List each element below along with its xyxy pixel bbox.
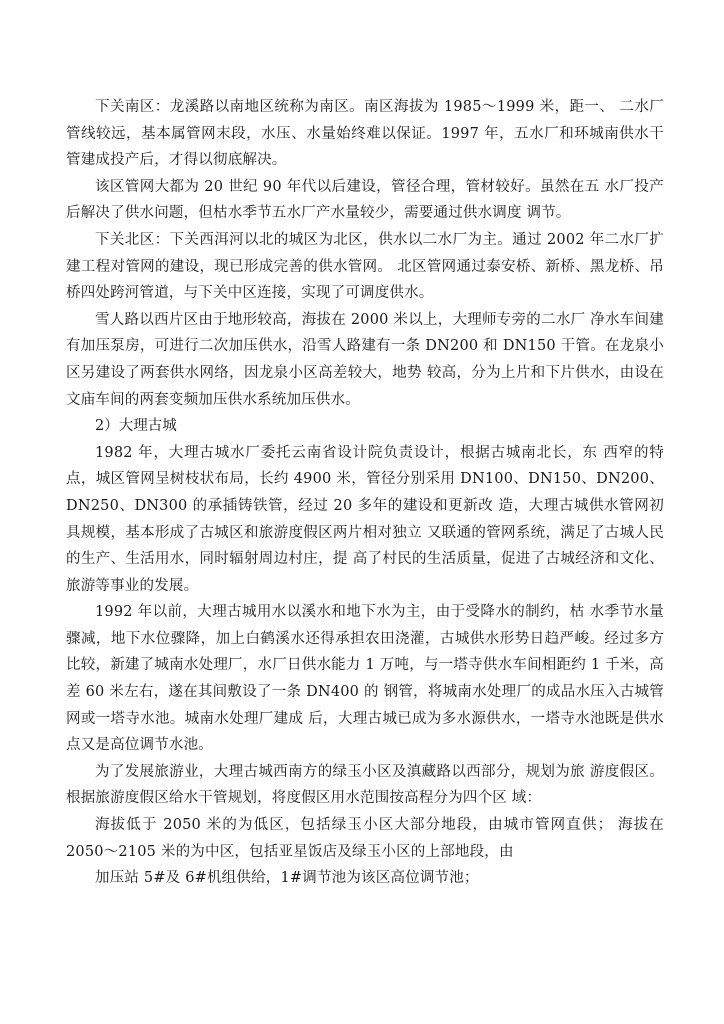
- paragraph-pump-station: 加压站 5#及 6#机组供给，1#调节池为该区高位调节池；: [95, 870, 479, 887]
- paragraph-tourism-zone: 为了发展旅游业，大理古城西南方的绿玉小区及滇藏路以西部分，规划为旅 游度假区。根据旅游度假区给水干管规划，将度假区用水范围按高程分为四个区 域：: [66, 763, 664, 807]
- section-heading-dali-old-town: 2）大理古城: [95, 418, 177, 435]
- paragraph-south-pipe-network: 该区管网大都为 20 世纪 90 年代以后建设，管径合理，管材较好。虽然在五 水厂投产后解决了供水问题，但枯水季节五水厂产水量较少，需要通过供水调度 调节。: [66, 178, 664, 222]
- paragraph-1992-water-supply: 1992 年以前，大理古城用水以溪水和地下水为主，由于受降水的制约，枯 水季节水量骤减，地下水位骤降，加上白鹤溪水还得承担农田浇灌，古城供水形势日趋严峻。经过多方比较，新建了城南水处理厂，水厂日供水能力 1 万吨，与一塔寺供水车间相距约 1 千米，高差 60 米左右，遂在其间敷设了一条 DN400 的 钢管，将城南水处理厂的成品水压入古城管网或一塔寺水池。城南水处理厂建成 后，大理古城已成为多水源供水，一塔寺水池既是供水点又是高位调节水池。: [66, 604, 664, 754]
- paragraph-north-district: 下关北区：下关西洱河以北的城区为北区，供水以二水厂为主。通过 2002 年二水厂扩建工程对管网的建设，现已形成完善的供水管网。 北区管网通过泰安桥、新桥、黑龙桥、吊桥四处跨河管道，与下关中区连接，实现了可调度供水。: [66, 231, 664, 302]
- paragraph-xueren-road: 雪人路以西片区由于地形较高，海拔在 2000 米以上，大理师专旁的二水厂 净水车间建有加压泵房，可进行二次加压供水，沿雪人路建有一条 DN200 和 DN150 干管。在龙泉小区另建设了两套供水网络，因龙泉小区高差较大，地势 较高，分为上片和下片供水，由设在文庙车间的两套变频加压供水系统加压供水。: [66, 311, 664, 408]
- paragraph-south-district: 下关南区：龙溪路以南地区统称为南区。南区海拔为 1985～1999 米，距一、 二水厂管线较远，基本属管网末段，水压、水量始终难以保证。1997 年，五水厂和环城南供水干管建成投产后，才得以彻底解决。: [66, 99, 664, 169]
- paragraph-1982-design: 1982 年，大理古城水厂委托云南省设计院负责设计，根据古城南北长，东 西窄的特点，城区管网呈树枝状布局，长约 4900 米，管径分别采用 DN100、DN150、DN200、DN250、DN300 的承插铸铁管，经过 20 多年的建设和更新改 造，大理古城供水管网初具规模，基本形成了古城区和旅游度假区两片相对独立 又联通的管网系统，满足了古城人民的生产、生活用水，同时辐射周边村庄，提 高了村民的生活质量，促进了古城经济和文化、旅游等事业的发展。: [66, 444, 664, 594]
- paragraph-low-mid-zones: 海拔低于 2050 米的为低区，包括绿玉小区大部分地段，由城市管网直供； 海拔在 2050～2105 米的为中区，包括亚星饭店及绿玉小区的上部地段，由: [66, 817, 664, 860]
